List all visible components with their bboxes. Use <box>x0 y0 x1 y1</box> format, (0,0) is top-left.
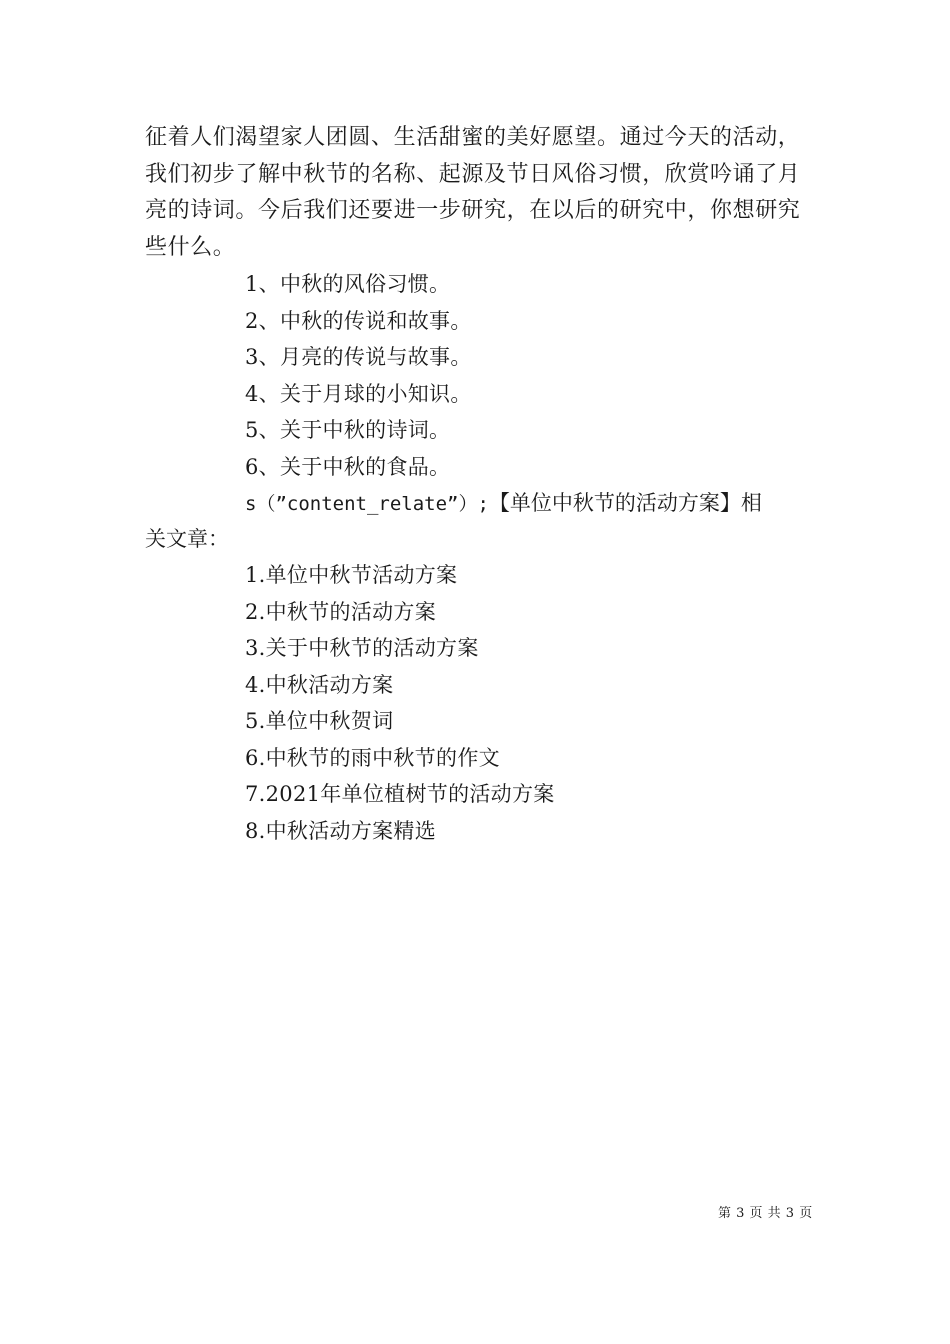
list-item: 6、关于中秋的食品。 <box>245 454 451 479</box>
list-item: 4、关于月球的小知识。 <box>245 381 472 406</box>
related-article-link[interactable]: 4.中秋活动方案 <box>245 672 394 697</box>
related-article-link[interactable]: 7.2021年单位植树节的活动方案 <box>245 782 555 806</box>
paragraph-line: 征着人们渴望家人团圆、生活甜蜜的美好愿望。通过今天的活动， <box>145 125 801 150</box>
related-article-link[interactable]: 3.关于中秋节的活动方案 <box>245 636 479 660</box>
list-item: 3、月亮的传说与故事。 <box>245 345 472 369</box>
paragraph-line: 我们初步了解中秋节的名称、起源及节日风俗习惯，欣赏吟诵了月 <box>145 161 801 187</box>
list-item: 1、中秋的风俗习惯。 <box>245 272 451 296</box>
body-paragraph <box>145 120 810 266</box>
related-article-link[interactable]: 5.单位中秋贺词 <box>245 709 394 733</box>
list-item: 2、中秋的传说和故事。 <box>245 308 472 333</box>
related-heading-continuation: 关文章： <box>145 527 229 551</box>
page-number-footer: 第 3 页 共 3 页 <box>718 1206 813 1221</box>
research-topic-list <box>245 266 805 485</box>
script-fragment-text: s（”content_relate”）; <box>245 493 489 515</box>
related-article-list <box>245 557 805 849</box>
paragraph-line: 些什么。 <box>145 234 236 260</box>
related-article-link[interactable]: 2.中秋节的活动方案 <box>245 599 437 624</box>
related-heading <box>245 485 810 523</box>
related-article-link[interactable]: 6.中秋节的雨中秋节的作文 <box>245 745 500 770</box>
related-heading-title: 【单位中秋节的活动方案】相 <box>488 491 762 515</box>
related-article-link[interactable]: 8.中秋活动方案精选 <box>245 818 437 843</box>
related-article-link[interactable]: 1.单位中秋节活动方案 <box>245 563 458 587</box>
list-item: 5、关于中秋的诗词。 <box>245 418 451 442</box>
paragraph-line: 亮的诗词。今后我们还要进一步研究，在以后的研究中，你想研究 <box>145 198 801 223</box>
